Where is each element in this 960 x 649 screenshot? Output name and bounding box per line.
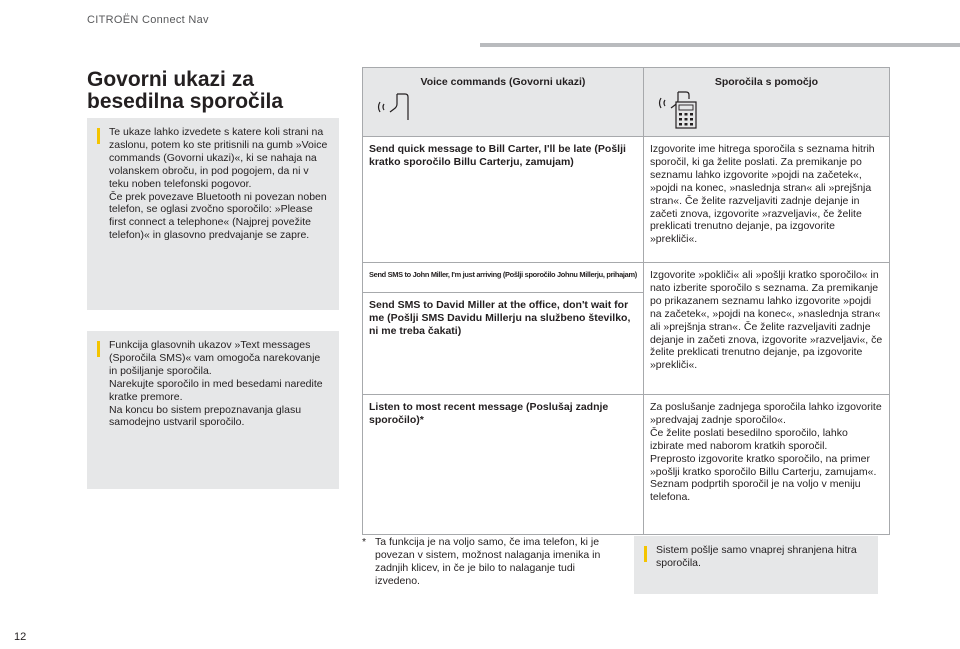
help-cell xyxy=(643,263,889,395)
help-text: Za poslušanje zadnjega sporočila lahko izgovorite »predvajaj zadnje sporočilo«. Če želite poslati besedilno sporočilo, lahko izbirate med naborom kratkih sporočil. Preprosto izgovorite kratko sporočilo, na primer »pošlji kratko sporočilo Billu Carterju, zamujam«. Seznam podprtih sporočil je na voljo v meniju telefona. xyxy=(649,401,882,504)
header-brand: CITROËN Connect Nav xyxy=(87,14,209,26)
voice-commands-table xyxy=(362,67,890,535)
table-row xyxy=(363,263,890,395)
table-header-row xyxy=(363,68,890,137)
note-accent-bar xyxy=(97,341,100,357)
help-text: Izgovorite »pokliči« ali »pošlji kratko sporočilo« in nato izberite sporočilo s seznama. Za premikanje po prikazanem seznamu lahko izgovorite »pojdi na začetek«, »pojdi na konec«, »naslednja stran« ali »prejšnja stran«. Če želite razveljaviti zadnje dejanje in začeti znova, izgovorite »razveljavi«, če želite preklicati trenutno dejanje, pa izgovorite »prekliči«. xyxy=(649,269,883,372)
phone-keypad-voice-icon xyxy=(656,90,700,134)
command-text: Send SMS to John Miller, I'm just arriving (Pošlji sporočilo Johnu Millerju, prihajam) xyxy=(369,270,637,279)
column-header-help xyxy=(643,68,889,137)
column-header-voice-commands xyxy=(363,68,644,137)
footnote-marker: * xyxy=(362,536,367,548)
note-text: Te ukaze lahko izvedete s katere koli strani na zaslonu, potem ko ste pritisnili na gumb »Voice commands (Govorni ukazi)«, ki se nahaja na volanskem obroču, in pod pogojem, da ni v teku noben telefonski pogovor. Če prek povezave Bluetooth ni povezan noben telefon, se oglasi zvočno sporočilo: »Please first connect a telephone« (Najprej povežite telefon)« in glasovno predvajanje se zapre. xyxy=(109,126,328,242)
info-note-voice-commands xyxy=(87,118,339,310)
page-title: Govorni ukazi za besedilna sporočila xyxy=(87,68,284,113)
info-note-quick-messages xyxy=(634,536,878,594)
command-cell xyxy=(363,263,644,395)
help-text: Izgovorite ime hitrega sporočila s seznama hitrih sporočil, ki ga želite poslati. Za premikanje po seznamu lahko izgovorite »pojdi na začetek«, »pojdi na konec, »naslednja stran« ali »prejšnja stran«. Če želite razveljaviti zadnje dejanje in začeti znova, izgovorite »razveljavi«, če želite preklicati trenutno dejanje, pa izgovorite »prekliči«. xyxy=(649,143,875,246)
footnote-text: Ta funkcija je na voljo samo, če ima telefon, ki je povezan v sistem, možnost nalaganja imenika in zadnjih klicev, in če je bilo to nalaganje tudi izvedeno. xyxy=(375,536,601,587)
footnote xyxy=(362,536,622,588)
cell-divider xyxy=(363,292,643,293)
header-rule xyxy=(480,43,960,47)
command-text: Send SMS to David Miller at the office, don't wait for me (Pošlji SMS Davidu Millerju na službeno številko, ni me treba čakati) xyxy=(369,298,631,337)
command-cell xyxy=(363,395,644,535)
table-row xyxy=(363,137,890,263)
note-text: Funkcija glasovnih ukazov »Text messages (Sporočila SMS)« vam omogoča narekovanje in pošiljanje sporočila. Narekujte sporočilo in med besedami naredite kratke premore. Na koncu bo sistem prepoznavanja glasu samodejno ustvaril sporočilo. xyxy=(109,339,323,429)
help-cell xyxy=(643,137,889,263)
column-header-label: Voice commands (Govorni ukazi) xyxy=(420,76,586,88)
command-text: Listen to most recent message (Poslušaj zadnje sporočilo)* xyxy=(369,401,609,426)
help-cell xyxy=(643,395,889,535)
note-text: Sistem pošlje samo vnaprej shranjena hitra sporočila. xyxy=(656,544,857,569)
note-accent-bar xyxy=(644,546,647,562)
page-number: 12 xyxy=(14,631,27,643)
table-row xyxy=(363,395,890,535)
command-text: Send quick message to Bill Carter, I'll be late (Pošlji kratko sporočilo Billu Carterju, zamujam) xyxy=(369,143,626,168)
voice-command-icon xyxy=(375,90,415,128)
note-accent-bar xyxy=(97,128,100,144)
info-note-text-messages xyxy=(87,331,339,489)
command-cell xyxy=(363,137,644,263)
column-header-label: Sporočila s pomočjo xyxy=(714,76,819,88)
